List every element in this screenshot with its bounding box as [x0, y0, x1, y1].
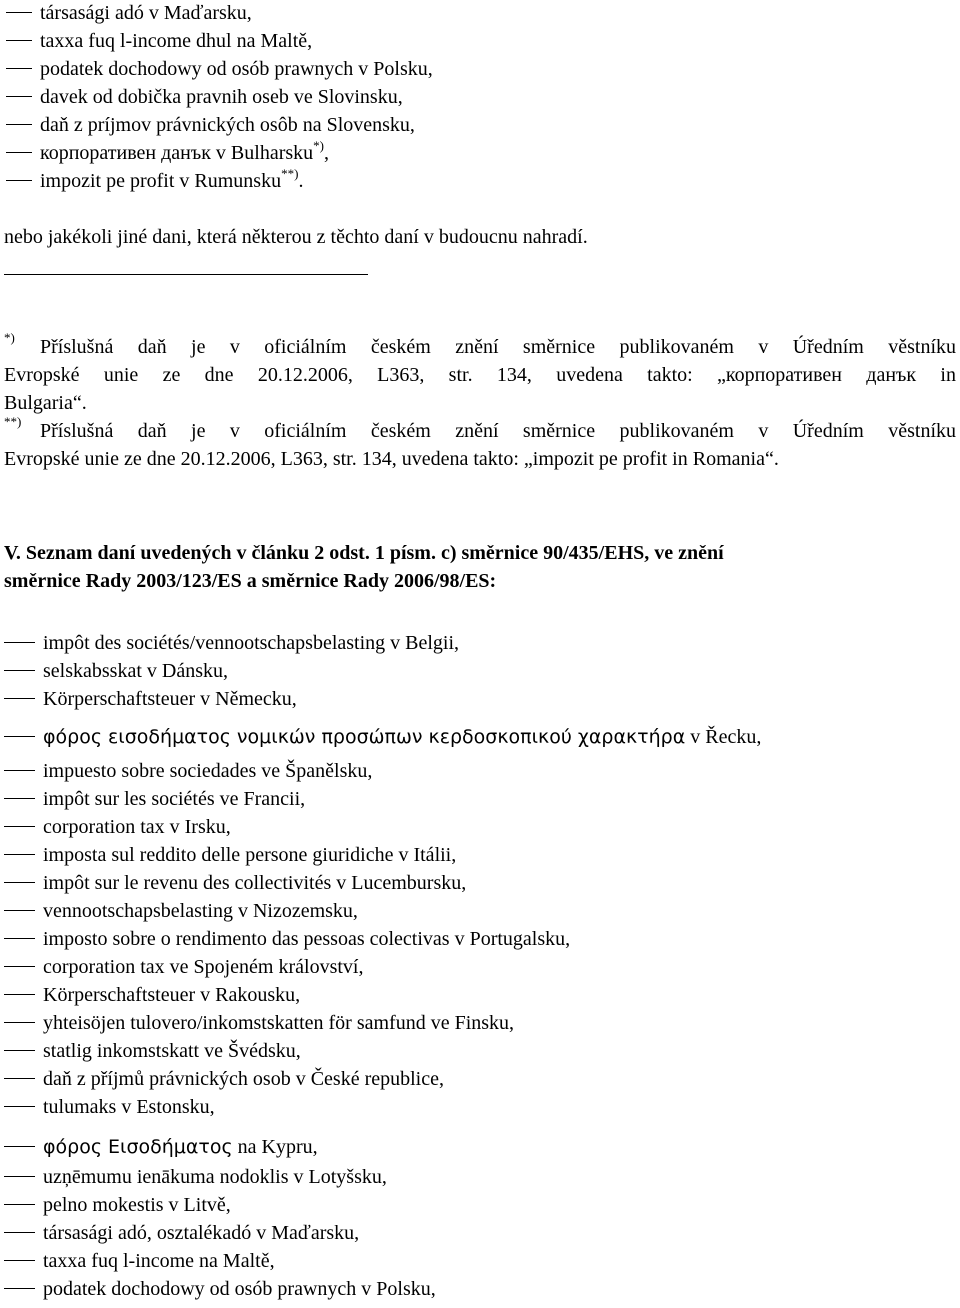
- dash-bullet: [4, 938, 35, 939]
- list-item: [0, 1250, 275, 1272]
- list-item: [0, 788, 305, 810]
- dash-bullet: [4, 670, 35, 671]
- list-item: [0, 166, 304, 194]
- dash-bullet: [4, 966, 35, 967]
- list-item-punct: .: [298, 170, 304, 192]
- list-item-text: na Kypru,: [232, 1136, 318, 1158]
- list-item: [0, 1040, 301, 1062]
- list-item-text: podatek dochodowy od osób prawnych v Polsku,: [43, 1278, 436, 1300]
- dash-bullet: [6, 68, 32, 69]
- list-item-text: taxxa fuq l-income dhul na Maltě,: [40, 30, 313, 52]
- dash-bullet: [4, 1260, 35, 1261]
- list-item: [0, 726, 761, 748]
- footnote-mark: **): [4, 414, 22, 429]
- list-item: [0, 30, 312, 52]
- footnote: [4, 330, 956, 358]
- list-item-text: Körperschaftsteuer v Rakousku,: [43, 984, 301, 1006]
- list-item: [0, 1278, 436, 1300]
- list-item: [0, 2, 252, 24]
- list-item-text: корпоративен данък v Bulharsku: [40, 142, 314, 164]
- dash-bullet: [4, 1022, 35, 1023]
- list-item-text: társasági adó, osztalékadó v Maďarsku,: [43, 1222, 360, 1244]
- footnote-text: Evropské unie ze dne 20.12.2006, L363, str. 134, uvedena takto: „корпоративен данък in: [4, 364, 956, 386]
- list-item: [0, 660, 228, 682]
- dash-bullet: [4, 1232, 35, 1233]
- dash-bullet: [6, 96, 32, 97]
- list-item: [0, 688, 297, 710]
- dash-bullet: [6, 124, 32, 125]
- list-item-text: corporation tax v Irsku,: [43, 816, 231, 838]
- list-item-text: imposta sul reddito delle persone giuridiche v Itálii,: [43, 844, 457, 866]
- dash-bullet: [4, 1204, 35, 1205]
- dash-bullet: [4, 994, 35, 995]
- dash-bullet: [6, 152, 32, 153]
- list-item-punct: ,: [324, 142, 329, 164]
- dash-bullet: [4, 1146, 35, 1147]
- closing-sentence: nebo jakékoli jiné dani, která některou z těchto daní v budoucnu nahradí.: [4, 226, 588, 248]
- list-item: [0, 1068, 444, 1090]
- dash-bullet: [4, 770, 35, 771]
- list-item-text: impôt des sociétés/vennootschapsbelasting v Belgii,: [43, 632, 460, 654]
- list-item: [0, 1166, 387, 1188]
- footnote-mark: *): [4, 330, 15, 345]
- list-item-text: Körperschaftsteuer v Německu,: [43, 688, 297, 710]
- list-item-text: uzņēmumu ienākuma nodoklis v Lotyšsku,: [43, 1166, 387, 1188]
- dash-bullet: [4, 910, 35, 911]
- list-item-text: yhteisöjen tulovero/inkomstskatten för samfund ve Finsku,: [43, 1012, 515, 1034]
- dash-bullet: [4, 1078, 35, 1079]
- footnote-text: Bulgaria“.: [4, 392, 87, 414]
- greek-tax-name: φόρος Εισοδήματος: [43, 1136, 233, 1158]
- list-item-text: impôt sur le revenu des collectivités v Lucembursku,: [43, 872, 467, 894]
- list-item-text: taxxa fuq l-income na Maltě,: [43, 1250, 275, 1272]
- dash-bullet: [4, 854, 35, 855]
- dash-bullet: [4, 698, 35, 699]
- list-item-text: corporation tax ve Spojeném království,: [43, 956, 364, 978]
- list-item: [0, 844, 456, 866]
- list-item: [0, 58, 433, 80]
- list-item-text: podatek dochodowy od osób prawnych v Polsku,: [40, 58, 433, 80]
- list-item: [0, 632, 459, 654]
- greek-tax-name: φόρος εισοδήματος νομικών προσώπων κερδοσκοπικού χαρακτήρα: [43, 726, 686, 748]
- dash-bullet: [4, 882, 35, 883]
- section-heading: směrnice Rady 2003/123/ES a směrnice Rady 2006/98/ES:: [4, 570, 497, 592]
- list-item-text: daň z příjmů právnických osob v České republice,: [43, 1068, 444, 1090]
- list-item: [0, 138, 329, 166]
- list-item: [0, 956, 363, 978]
- dash-bullet: [4, 1288, 35, 1289]
- list-item-text: tulumaks v Estonsku,: [43, 1096, 215, 1118]
- list-item-text: impôt sur les sociétés ve Francii,: [43, 788, 306, 810]
- list-item-text: impozit pe profit v Rumunsku: [40, 170, 282, 192]
- list-item-text: impuesto sobre sociedades ve Španělsku,: [43, 760, 373, 782]
- list-item: [0, 984, 300, 1006]
- section-heading: V. Seznam daní uvedených v článku 2 odst. 1 písm. c) směrnice 90/435/EHS, ve znění: [4, 542, 724, 564]
- list-item: [0, 1136, 318, 1158]
- list-item: [0, 872, 466, 894]
- list-item: [0, 1222, 359, 1244]
- footnote: [4, 414, 956, 442]
- list-item: [0, 1194, 231, 1216]
- dash-bullet: [6, 40, 32, 41]
- dash-bullet: [4, 1050, 35, 1051]
- list-item-text: társasági adó v Maďarsku,: [40, 2, 252, 24]
- dash-bullet: [4, 798, 35, 799]
- list-item-text: v Řecku,: [685, 726, 762, 748]
- list-item-text: daň z príjmov právnických osôb na Slovensku,: [40, 114, 415, 136]
- dash-bullet: [4, 642, 35, 643]
- footnote-text: Příslušná daň je v oficiálním českém znění směrnice publikovaném v Úředním věstníku: [40, 336, 956, 358]
- footnote-text: Evropské unie ze dne 20.12.2006, L363, str. 134, uvedena takto: „impozit pe profit in Romania“.: [4, 448, 779, 470]
- dash-bullet: [4, 1106, 35, 1107]
- list-item-text: davek od dobička pravnih oseb ve Slovinsku,: [40, 86, 403, 108]
- list-item: [0, 900, 358, 922]
- footnote-mark: *): [313, 138, 324, 153]
- list-item: [0, 816, 231, 838]
- list-item: [0, 760, 372, 782]
- dash-bullet: [6, 12, 32, 13]
- dash-bullet: [4, 736, 35, 737]
- dash-bullet: [6, 180, 32, 181]
- list-item-text: pelno mokestis v Litvě,: [43, 1194, 231, 1216]
- dash-bullet: [4, 1176, 35, 1177]
- footnote-separator: [4, 274, 368, 275]
- list-item: [0, 928, 570, 950]
- footnote-text: Příslušná daň je v oficiálním českém znění směrnice publikovaném v Úředním věstníku: [40, 420, 956, 442]
- list-item: [0, 1012, 514, 1034]
- footnote-mark: **): [281, 166, 299, 181]
- list-item: [0, 114, 415, 136]
- list-item-text: vennootschapsbelasting v Nizozemsku,: [43, 900, 358, 922]
- list-item: [0, 1096, 215, 1118]
- list-item-text: statlig inkomstskatt ve Švédsku,: [43, 1040, 301, 1062]
- list-item: [0, 86, 403, 108]
- list-item-text: selskabsskat v Dánsku,: [43, 660, 228, 682]
- dash-bullet: [4, 826, 35, 827]
- list-item-text: imposto sobre o rendimento das pessoas colectivas v Portugalsku,: [43, 928, 571, 950]
